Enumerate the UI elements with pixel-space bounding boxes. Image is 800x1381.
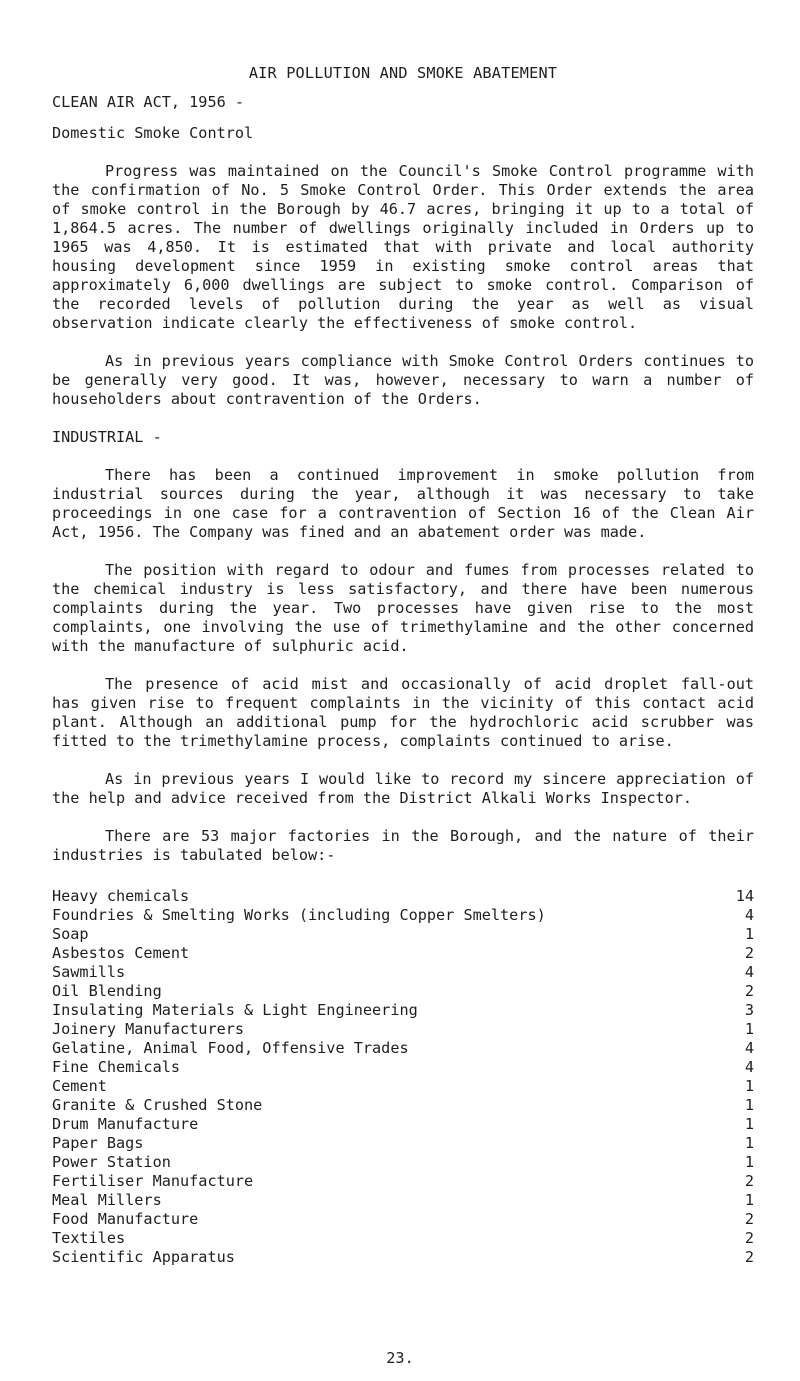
factory-count: 4 (744, 1039, 754, 1057)
industry-name: Granite & Crushed Stone (52, 1096, 263, 1114)
table-row (52, 963, 754, 982)
industry-name: Meal Millers (52, 1191, 162, 1209)
paragraph-industrial-odour: The position with regard to odour and fumes from processes related to the chemical industry is less satisfactory, and there have been numerous complaints during the year. Two processes have given rise to the most complaints, one involving the use of trimethylamine and the other concerned with the manufacture of sulphuric acid. (52, 561, 754, 655)
table-row (52, 1096, 754, 1115)
industry-name: Fertiliser Manufacture (52, 1172, 254, 1190)
industry-name: Insulating Materials & Light Engineering (52, 1001, 418, 1019)
factory-count: 2 (744, 1229, 754, 1247)
factory-table (52, 887, 754, 1267)
factory-count: 2 (744, 1248, 754, 1266)
industry-name: Gelatine, Animal Food, Offensive Trades (52, 1039, 409, 1057)
table-row (52, 906, 754, 925)
industry-name: Oil Blending (52, 982, 162, 1000)
industry-name: Asbestos Cement (52, 944, 190, 962)
page-number: 23. (386, 1349, 414, 1367)
factory-count: 4 (744, 906, 754, 924)
table-row (52, 944, 754, 963)
paragraph-domestic-progress: Progress was maintained on the Council's Smoke Control programme with the confirmation of No. 5 Smoke Control Order. This Order extends the area of smoke control in the Borough by 46.7 acres, bringing it up to a total of 1,864.5 acres. The number of dwellings originally included in Orders up to 1965 was 4,850. It is estimated that with private and local authority housing development since 1959 in existing smoke control areas that approximately 6,000 dwellings are subject to smoke control. Comparison of the recorded levels of pollution during the year as well as visual observation indicate clearly the effectiveness of smoke control. (52, 162, 754, 332)
industry-name: Heavy chemicals (52, 887, 190, 905)
table-row (52, 1077, 754, 1096)
factory-count: 2 (744, 944, 754, 962)
paragraph-domestic-compliance: As in previous years compliance with Smoke Control Orders continues to be generally very good. It was, however, necessary to warn a number of householders about contravention of the Orders. (52, 352, 754, 408)
paragraph-industrial-improvement: There has been a continued improvement in smoke pollution from industrial sources during the year, although it was necessary to take proceedings in one case for a contravention of Section 16 of the Clean Air Act, 1956. The Company was fined and an abatement order was made. (52, 466, 754, 541)
section-heading-clean-air-act: CLEAN AIR ACT, 1956 - (52, 93, 245, 111)
industry-name: Drum Manufacture (52, 1115, 199, 1133)
table-row (52, 1191, 754, 1210)
table-row (52, 1001, 754, 1020)
table-row (52, 982, 754, 1001)
document-page (52, 64, 754, 1267)
industry-name: Fine Chemicals (52, 1058, 181, 1076)
table-row (52, 925, 754, 944)
industry-name: Food Manufacture (52, 1210, 199, 1228)
factory-count: 1 (744, 1020, 754, 1038)
industry-name: Scientific Apparatus (52, 1248, 235, 1266)
factory-count: 4 (744, 963, 754, 981)
factory-count: 2 (744, 1172, 754, 1190)
table-row (52, 1229, 754, 1248)
industry-name: Foundries & Smelting Works (including Copper Smelters) (52, 906, 546, 924)
paragraph-industrial-factories: There are 53 major factories in the Borough, and the nature of their industries is tabulated below:- (52, 827, 754, 864)
paragraph-industrial-acid-mist: The presence of acid mist and occasionally of acid droplet fall-out has given rise to frequent complaints in the vicinity of this contact acid plant. Although an additional pump for the hydrochloric acid scrubber was fitted to the trimethylamine process, complaints continued to arise. (52, 675, 754, 750)
industry-name: Cement (52, 1077, 107, 1095)
table-row (52, 1153, 754, 1172)
subsection-heading-domestic: Domestic Smoke Control (52, 124, 254, 142)
factory-count: 1 (744, 925, 754, 943)
industry-name: Soap (52, 925, 89, 943)
table-row (52, 1134, 754, 1153)
factory-count: 1 (744, 1096, 754, 1114)
industry-name: Joinery Manufacturers (52, 1020, 245, 1038)
page-title: AIR POLLUTION AND SMOKE ABATEMENT (248, 64, 558, 82)
factory-count: 1 (744, 1191, 754, 1209)
table-row (52, 1172, 754, 1191)
table-row (52, 1020, 754, 1039)
factory-count: 2 (744, 982, 754, 1000)
table-row (52, 1210, 754, 1229)
factory-count: 3 (744, 1001, 754, 1019)
table-row (52, 1115, 754, 1134)
factory-count: 1 (744, 1077, 754, 1095)
industry-name: Sawmills (52, 963, 126, 981)
factory-count: 1 (744, 1115, 754, 1133)
paragraph-industrial-appreciation: As in previous years I would like to record my sincere appreciation of the help and advice received from the District Alkali Works Inspector. (52, 770, 754, 807)
table-row (52, 1058, 754, 1077)
table-row (52, 1039, 754, 1058)
section-heading-industrial: INDUSTRIAL - (52, 428, 162, 446)
factory-count: 4 (744, 1058, 754, 1076)
industry-name: Power Station (52, 1153, 171, 1171)
industry-name: Textiles (52, 1229, 126, 1247)
table-row (52, 1248, 754, 1267)
table-row (52, 887, 754, 906)
factory-count: 1 (744, 1134, 754, 1152)
factory-count: 2 (744, 1210, 754, 1228)
industry-name: Paper Bags (52, 1134, 144, 1152)
factory-count: 1 (744, 1153, 754, 1171)
factory-count: 14 (735, 887, 754, 905)
